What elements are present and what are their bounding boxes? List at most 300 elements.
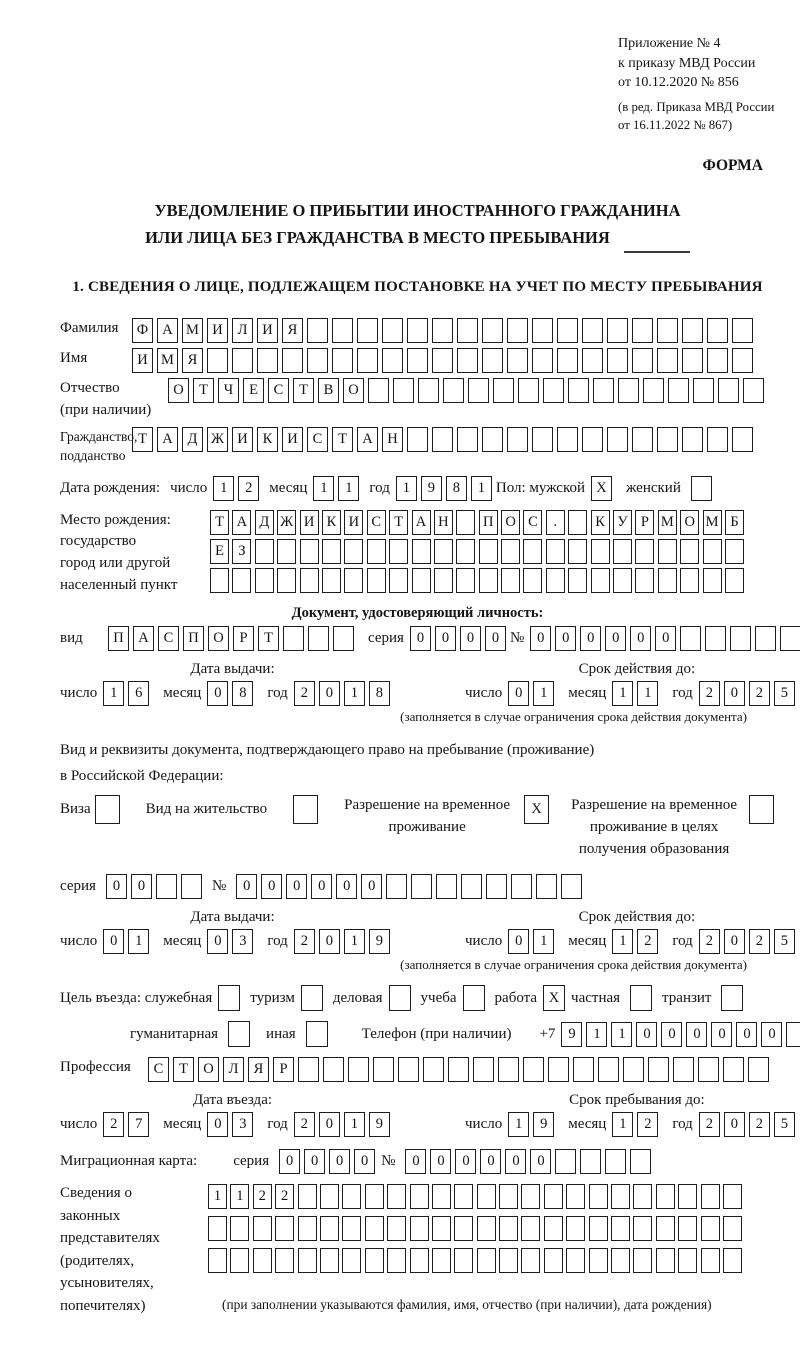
cell[interactable]: [410, 1248, 429, 1273]
cell[interactable]: 2: [294, 681, 315, 706]
cell[interactable]: 8: [446, 476, 467, 501]
cell[interactable]: 0: [505, 1149, 526, 1174]
cell[interactable]: [432, 1184, 451, 1209]
cell[interactable]: [300, 568, 319, 593]
residence-doc-expiry-day-cells[interactable]: [508, 929, 558, 954]
cell[interactable]: [307, 348, 328, 373]
cell[interactable]: 1: [471, 476, 492, 501]
cell[interactable]: 0: [530, 626, 551, 651]
cell[interactable]: 9: [421, 476, 442, 501]
cell[interactable]: [443, 378, 464, 403]
cell[interactable]: [548, 1057, 569, 1082]
cell[interactable]: 0: [319, 681, 340, 706]
cell[interactable]: С: [307, 427, 328, 452]
cell[interactable]: [589, 1184, 608, 1209]
cell[interactable]: А: [412, 510, 431, 535]
cell[interactable]: [680, 568, 699, 593]
cell[interactable]: 0: [661, 1022, 682, 1047]
cell[interactable]: [456, 539, 475, 564]
cell[interactable]: 0: [736, 1022, 757, 1047]
cell[interactable]: 9: [561, 1022, 582, 1047]
cell[interactable]: 2: [253, 1184, 272, 1209]
cell[interactable]: Е: [243, 378, 264, 403]
cell[interactable]: [232, 568, 251, 593]
cell[interactable]: [344, 539, 363, 564]
iddoc-issue-month-cells[interactable]: [207, 681, 257, 706]
cell[interactable]: [448, 1057, 469, 1082]
cell[interactable]: 1: [208, 1184, 227, 1209]
cell[interactable]: 1: [103, 681, 124, 706]
cell[interactable]: [618, 378, 639, 403]
cell[interactable]: X: [591, 476, 612, 501]
cell[interactable]: [457, 348, 478, 373]
cell[interactable]: [373, 1057, 394, 1082]
guardians-row-3-cells[interactable]: [208, 1248, 745, 1273]
cell[interactable]: [412, 568, 431, 593]
cell[interactable]: 2: [238, 476, 259, 501]
cell[interactable]: 2: [294, 1112, 315, 1137]
cell[interactable]: 3: [232, 929, 253, 954]
cell[interactable]: 0: [655, 626, 676, 651]
cell[interactable]: 0: [336, 874, 357, 899]
cell[interactable]: Р: [273, 1057, 294, 1082]
cell[interactable]: 2: [637, 929, 658, 954]
cell[interactable]: [230, 1216, 249, 1241]
birthdate-day-cells[interactable]: [213, 476, 263, 501]
cell[interactable]: [718, 378, 739, 403]
cell[interactable]: [499, 1248, 518, 1273]
purpose-transit-checkbox[interactable]: [721, 985, 743, 1011]
cell[interactable]: 0: [724, 929, 745, 954]
cell[interactable]: [320, 1216, 339, 1241]
cell[interactable]: [732, 348, 753, 373]
cell[interactable]: [382, 318, 403, 343]
cell[interactable]: [436, 874, 457, 899]
cell[interactable]: 2: [294, 929, 315, 954]
cell[interactable]: 0: [530, 1149, 551, 1174]
cell[interactable]: И: [257, 318, 278, 343]
cell[interactable]: [566, 1184, 585, 1209]
migration-card-number-cells[interactable]: [405, 1149, 655, 1174]
cell[interactable]: Я: [182, 348, 203, 373]
cell[interactable]: 2: [103, 1112, 124, 1137]
cell[interactable]: [678, 1184, 697, 1209]
cell[interactable]: 1: [344, 929, 365, 954]
birthplace-row-2-cells[interactable]: [210, 539, 747, 564]
cell[interactable]: Ж: [207, 427, 228, 452]
cell[interactable]: 2: [699, 1112, 720, 1137]
cell[interactable]: 1: [508, 1112, 529, 1137]
cell[interactable]: Т: [132, 427, 153, 452]
cell[interactable]: [486, 874, 507, 899]
cell[interactable]: [298, 1057, 319, 1082]
entry-month-cells[interactable]: [207, 1112, 257, 1137]
cell[interactable]: Ж: [277, 510, 296, 535]
cell[interactable]: [207, 348, 228, 373]
cell[interactable]: 0: [555, 626, 576, 651]
cell[interactable]: [755, 626, 776, 651]
cell[interactable]: [322, 539, 341, 564]
cell[interactable]: [656, 1184, 675, 1209]
birthplace-row-3-cells[interactable]: [210, 568, 747, 593]
cell[interactable]: К: [591, 510, 610, 535]
cell[interactable]: [703, 568, 722, 593]
cell[interactable]: [454, 1216, 473, 1241]
cell[interactable]: [568, 539, 587, 564]
cell[interactable]: 8: [369, 681, 390, 706]
cell[interactable]: [658, 539, 677, 564]
cell[interactable]: Т: [332, 427, 353, 452]
cell[interactable]: [365, 1248, 384, 1273]
cell[interactable]: А: [157, 318, 178, 343]
entry-day-cells[interactable]: [103, 1112, 153, 1137]
cell[interactable]: [723, 1216, 742, 1241]
cell[interactable]: [181, 874, 202, 899]
stay-until-month-cells[interactable]: [612, 1112, 662, 1137]
cell[interactable]: [407, 318, 428, 343]
cell[interactable]: 0: [103, 929, 124, 954]
cell[interactable]: 2: [699, 681, 720, 706]
cell[interactable]: 0: [711, 1022, 732, 1047]
cell[interactable]: Т: [258, 626, 279, 651]
cell[interactable]: [523, 568, 542, 593]
cell[interactable]: [473, 1057, 494, 1082]
cell[interactable]: [482, 348, 503, 373]
cell[interactable]: 9: [369, 1112, 390, 1137]
cell[interactable]: 0: [508, 681, 529, 706]
cell[interactable]: [544, 1184, 563, 1209]
cell[interactable]: О: [501, 510, 520, 535]
cell[interactable]: [501, 539, 520, 564]
cell[interactable]: Т: [293, 378, 314, 403]
cell[interactable]: [333, 626, 354, 651]
cell[interactable]: [342, 1248, 361, 1273]
cell[interactable]: И: [282, 427, 303, 452]
cell[interactable]: Т: [193, 378, 214, 403]
cell[interactable]: [557, 427, 578, 452]
cell[interactable]: [257, 348, 278, 373]
doc-series-cells[interactable]: [410, 626, 510, 651]
temp-residence-edu-checkbox[interactable]: [749, 795, 774, 824]
cell[interactable]: [707, 318, 728, 343]
cell[interactable]: [342, 1216, 361, 1241]
cell[interactable]: [410, 1216, 429, 1241]
cell[interactable]: С: [367, 510, 386, 535]
cell[interactable]: [780, 626, 800, 651]
cell[interactable]: 0: [485, 626, 506, 651]
cell[interactable]: [387, 1216, 406, 1241]
cell[interactable]: [701, 1216, 720, 1241]
cell[interactable]: [573, 1057, 594, 1082]
cell[interactable]: М: [182, 318, 203, 343]
cell[interactable]: И: [132, 348, 153, 373]
cell[interactable]: [591, 568, 610, 593]
cell[interactable]: [668, 378, 689, 403]
cell[interactable]: [275, 1248, 294, 1273]
cell[interactable]: [532, 427, 553, 452]
cell[interactable]: 0: [329, 1149, 350, 1174]
cell[interactable]: [323, 1057, 344, 1082]
cell[interactable]: [521, 1184, 540, 1209]
cell[interactable]: Р: [233, 626, 254, 651]
cell[interactable]: [454, 1184, 473, 1209]
cell[interactable]: [432, 318, 453, 343]
cell[interactable]: [749, 795, 774, 824]
cell[interactable]: К: [257, 427, 278, 452]
cell[interactable]: 5: [774, 929, 795, 954]
cell[interactable]: [307, 318, 328, 343]
cell[interactable]: [432, 427, 453, 452]
cell[interactable]: [723, 1184, 742, 1209]
cell[interactable]: [682, 318, 703, 343]
cell[interactable]: [658, 568, 677, 593]
cell[interactable]: [293, 795, 318, 824]
cell[interactable]: [613, 539, 632, 564]
cell[interactable]: [499, 1184, 518, 1209]
cell[interactable]: 0: [207, 929, 228, 954]
cell[interactable]: [632, 348, 653, 373]
cell[interactable]: 0: [580, 626, 601, 651]
cell[interactable]: [208, 1248, 227, 1273]
iddoc-issue-day-cells[interactable]: [103, 681, 153, 706]
cell[interactable]: [532, 318, 553, 343]
cell[interactable]: [477, 1248, 496, 1273]
cell[interactable]: 1: [533, 929, 554, 954]
cell[interactable]: [568, 568, 587, 593]
cell[interactable]: [456, 510, 475, 535]
cell[interactable]: [605, 1149, 626, 1174]
cell[interactable]: Я: [282, 318, 303, 343]
cell[interactable]: [306, 1021, 328, 1047]
cell[interactable]: [410, 1184, 429, 1209]
cell[interactable]: [275, 1216, 294, 1241]
cell[interactable]: С: [268, 378, 289, 403]
cell[interactable]: [678, 1216, 697, 1241]
cell[interactable]: [611, 1248, 630, 1273]
cell[interactable]: 1: [612, 929, 633, 954]
cell[interactable]: 0: [508, 929, 529, 954]
purpose-private-checkbox[interactable]: [630, 985, 652, 1011]
cell[interactable]: 2: [749, 681, 770, 706]
cell[interactable]: [357, 318, 378, 343]
cell[interactable]: [298, 1248, 317, 1273]
cell[interactable]: [680, 539, 699, 564]
cell[interactable]: 0: [319, 929, 340, 954]
cell[interactable]: [691, 476, 712, 501]
profession-cells[interactable]: [148, 1057, 773, 1082]
cell[interactable]: [632, 427, 653, 452]
cell[interactable]: 1: [230, 1184, 249, 1209]
cell[interactable]: Т: [173, 1057, 194, 1082]
cell[interactable]: X: [543, 985, 565, 1011]
cell[interactable]: 2: [749, 929, 770, 954]
cell[interactable]: [598, 1057, 619, 1082]
cell[interactable]: [607, 427, 628, 452]
cell[interactable]: [277, 539, 296, 564]
iddoc-expiry-month-cells[interactable]: [612, 681, 662, 706]
cell[interactable]: [434, 539, 453, 564]
cell[interactable]: 0: [460, 626, 481, 651]
cell[interactable]: [523, 1057, 544, 1082]
cell[interactable]: Т: [389, 510, 408, 535]
cell[interactable]: [156, 874, 177, 899]
cell[interactable]: [523, 539, 542, 564]
cell[interactable]: [748, 1057, 769, 1082]
cell[interactable]: О: [168, 378, 189, 403]
birthdate-month-cells[interactable]: [313, 476, 363, 501]
cell[interactable]: [657, 348, 678, 373]
cell[interactable]: 7: [128, 1112, 149, 1137]
cell[interactable]: А: [157, 427, 178, 452]
cell[interactable]: [357, 348, 378, 373]
cell[interactable]: [643, 378, 664, 403]
cell[interactable]: [518, 378, 539, 403]
cell[interactable]: Р: [635, 510, 654, 535]
male-checkbox[interactable]: [591, 476, 616, 501]
cell[interactable]: 9: [533, 1112, 554, 1137]
cell[interactable]: [367, 568, 386, 593]
cell[interactable]: 1: [586, 1022, 607, 1047]
cell[interactable]: 1: [533, 681, 554, 706]
cell[interactable]: 0: [207, 681, 228, 706]
cell[interactable]: [463, 985, 485, 1011]
cell[interactable]: [633, 1248, 652, 1273]
cell[interactable]: [543, 378, 564, 403]
cell[interactable]: [743, 378, 764, 403]
cell[interactable]: [707, 348, 728, 373]
cell[interactable]: 5: [774, 681, 795, 706]
stay-until-year-cells[interactable]: [699, 1112, 799, 1137]
cell[interactable]: [732, 427, 753, 452]
cell[interactable]: 1: [338, 476, 359, 501]
cell[interactable]: [732, 318, 753, 343]
cell[interactable]: [580, 1149, 601, 1174]
cell[interactable]: [365, 1216, 384, 1241]
cell[interactable]: И: [207, 318, 228, 343]
cell[interactable]: [432, 1248, 451, 1273]
cell[interactable]: И: [344, 510, 363, 535]
cell[interactable]: Д: [255, 510, 274, 535]
cell[interactable]: О: [343, 378, 364, 403]
cell[interactable]: [730, 626, 751, 651]
cell[interactable]: С: [158, 626, 179, 651]
cell[interactable]: [332, 348, 353, 373]
cell[interactable]: 0: [131, 874, 152, 899]
cell[interactable]: 0: [455, 1149, 476, 1174]
cell[interactable]: О: [208, 626, 229, 651]
cell[interactable]: [432, 1216, 451, 1241]
cell[interactable]: 0: [207, 1112, 228, 1137]
stay-until-day-cells[interactable]: [508, 1112, 558, 1137]
entry-year-cells[interactable]: [294, 1112, 394, 1137]
cell[interactable]: [546, 568, 565, 593]
cell[interactable]: 0: [480, 1149, 501, 1174]
cell[interactable]: [332, 318, 353, 343]
cell[interactable]: [657, 318, 678, 343]
cell[interactable]: М: [703, 510, 722, 535]
cell[interactable]: 1: [344, 1112, 365, 1137]
cell[interactable]: 2: [699, 929, 720, 954]
cell[interactable]: [210, 568, 229, 593]
cell[interactable]: [457, 318, 478, 343]
patronymic-cells[interactable]: [168, 378, 768, 403]
cell[interactable]: [568, 510, 587, 535]
cell[interactable]: 0: [761, 1022, 782, 1047]
cell[interactable]: [633, 1184, 652, 1209]
cell[interactable]: [389, 568, 408, 593]
female-checkbox[interactable]: [691, 476, 716, 501]
cell[interactable]: [454, 1248, 473, 1273]
birthplace-row-1-cells[interactable]: [210, 510, 747, 535]
cell[interactable]: [477, 1184, 496, 1209]
cell[interactable]: 0: [435, 626, 456, 651]
purpose-humanitarian-checkbox[interactable]: [228, 1021, 250, 1047]
cell[interactable]: [555, 1149, 576, 1174]
cell[interactable]: 0: [279, 1149, 300, 1174]
temp-residence-checkbox[interactable]: [524, 795, 549, 824]
cell[interactable]: Т: [210, 510, 229, 535]
cell[interactable]: [322, 568, 341, 593]
cell[interactable]: [412, 539, 431, 564]
cell[interactable]: Е: [210, 539, 229, 564]
cell[interactable]: [521, 1216, 540, 1241]
cell[interactable]: [411, 874, 432, 899]
cell[interactable]: [680, 626, 701, 651]
cell[interactable]: [298, 1216, 317, 1241]
cell[interactable]: [282, 348, 303, 373]
cell[interactable]: 0: [630, 626, 651, 651]
cell[interactable]: [630, 1149, 651, 1174]
cell[interactable]: [589, 1248, 608, 1273]
guardians-row-2-cells[interactable]: [208, 1216, 745, 1241]
cell[interactable]: [368, 378, 389, 403]
cell[interactable]: [635, 568, 654, 593]
cell[interactable]: [208, 1216, 227, 1241]
cell[interactable]: Н: [434, 510, 453, 535]
cell[interactable]: [611, 1216, 630, 1241]
cell[interactable]: 0: [261, 874, 282, 899]
cell[interactable]: [611, 1184, 630, 1209]
cell[interactable]: [386, 874, 407, 899]
cell[interactable]: [283, 626, 304, 651]
cell[interactable]: [387, 1184, 406, 1209]
cell[interactable]: [432, 348, 453, 373]
cell[interactable]: 1: [612, 1112, 633, 1137]
residence-doc-issue-year-cells[interactable]: [294, 929, 394, 954]
cell[interactable]: [457, 427, 478, 452]
cell[interactable]: [298, 1184, 317, 1209]
cell[interactable]: [301, 985, 323, 1011]
cell[interactable]: [507, 318, 528, 343]
phone-cells[interactable]: [561, 1022, 800, 1047]
cell[interactable]: [582, 427, 603, 452]
cell[interactable]: 0: [236, 874, 257, 899]
cell[interactable]: 8: [232, 681, 253, 706]
cell[interactable]: [536, 874, 557, 899]
cell[interactable]: [393, 378, 414, 403]
cell[interactable]: [705, 626, 726, 651]
cell[interactable]: [277, 568, 296, 593]
cell[interactable]: [407, 348, 428, 373]
cell[interactable]: [228, 1021, 250, 1047]
cell[interactable]: 1: [612, 681, 633, 706]
cell[interactable]: [656, 1216, 675, 1241]
cell[interactable]: 1: [128, 929, 149, 954]
cell[interactable]: [589, 1216, 608, 1241]
residence-doc-number-cells[interactable]: [236, 874, 586, 899]
cell[interactable]: [507, 348, 528, 373]
cell[interactable]: [387, 1248, 406, 1273]
